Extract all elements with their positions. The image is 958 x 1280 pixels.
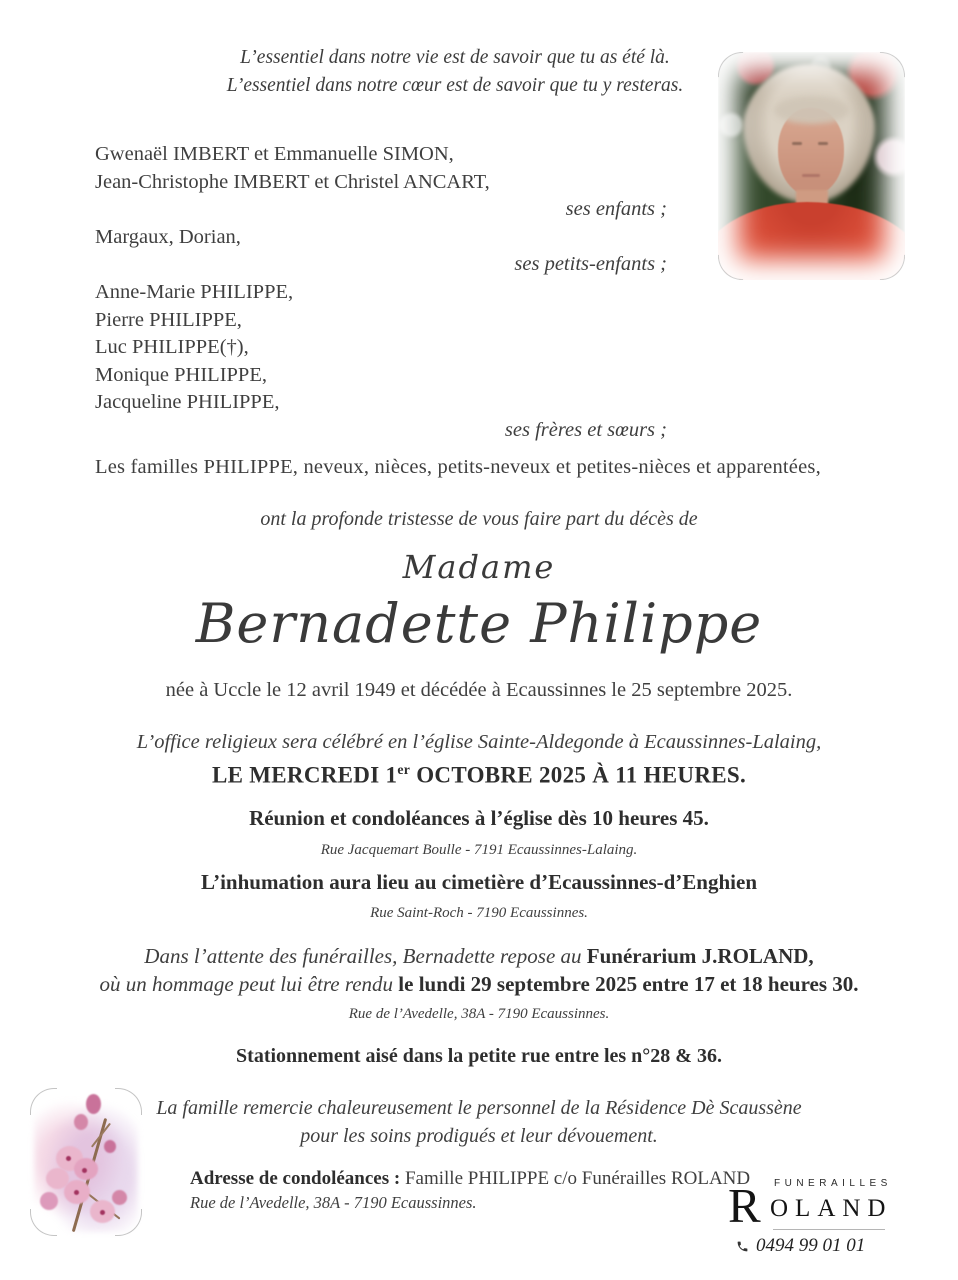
family-line: Jean-Christophe IMBERT et Christel ANCART, <box>95 170 490 193</box>
service-date-suffix: OCTOBRE 2025 À 11 HEURES. <box>410 762 747 788</box>
service-datetime <box>0 762 958 789</box>
funerarium-line-1-text: Dans l’attente des funérailles, Bernadette repose au <box>144 944 587 968</box>
blossom-flower <box>112 1190 127 1205</box>
funerarium-line-1 <box>0 944 958 969</box>
service-gathering: Réunion et condoléances à l’église dès 10 heures 45. <box>249 806 709 830</box>
condolence-street-line: Rue de l’Avedelle, 38A - 7190 Ecaussinnes. <box>190 1193 477 1212</box>
parking-line: Stationnement aisé dans la petite rue entre les n°28 & 36. <box>236 1045 722 1067</box>
relation-label: ses petits-enfants ; <box>514 253 667 276</box>
blossom-center <box>66 1156 71 1161</box>
portrait-photo-image <box>718 52 905 280</box>
condolence-address-line <box>190 1168 750 1190</box>
burial-address: Rue Saint-Roch - 7190 Ecaussinnes. <box>370 905 588 921</box>
photo-vignette <box>718 52 905 280</box>
phone-receiver-icon <box>736 1240 749 1253</box>
extended-families-line: Les familles PHILIPPE, neveux, nièces, petits-neveux et petites-nièces et apparentées, <box>95 456 821 478</box>
logo-roland: OLAND <box>770 1195 893 1222</box>
funerarium-line-2-text: où un hommage peut lui être rendu <box>99 972 399 996</box>
family-line: Anne-Marie PHILIPPE, <box>95 280 294 303</box>
funerarium-address: Rue de l’Avedelle, 38A - 7190 Ecaussinnes. <box>348 1006 610 1022</box>
thanks-line-2: pour les soins prodigués et leur dévouement. <box>300 1125 658 1147</box>
blossom-image <box>30 1088 142 1236</box>
title-madame: Madame <box>402 548 556 586</box>
birth-death-line: née à Uccle le 12 avril 1949 et décédée à Ecaussinnes le 25 septembre 2025. <box>165 679 793 701</box>
blossom-flower <box>40 1192 58 1210</box>
announcement-line: ont la profonde tristesse de vous faire part du décès de <box>260 508 698 530</box>
relation-label: ses frères et sœurs ; <box>504 418 667 441</box>
family-list <box>95 141 667 445</box>
blossom-center <box>82 1168 87 1173</box>
family-line: Margaux, Dorian, <box>95 225 241 248</box>
service-intro: L’office religieux sera célébré en l’église Sainte-Aldegonde à Ecaussinnes-Lalaing, <box>136 731 822 753</box>
funerarium-line-2 <box>0 972 958 997</box>
service-date-prefix: LE MERCREDI 1 <box>211 762 398 788</box>
condolence-label: Adresse de condoléances : <box>190 1168 401 1189</box>
blossom-center <box>100 1210 105 1215</box>
quote-line-2: L’essentiel dans notre cœur est de savoir que tu y resteras. <box>226 75 684 96</box>
thanks-line-1: La famille remercie chaleureusement le personnel de la Résidence Dè Scaussène <box>156 1097 802 1119</box>
funeral-home-logo <box>728 1178 913 1256</box>
church-address: Rue Jacquemart Boulle - 7191 Ecaussinnes-Lalaing. <box>320 842 638 858</box>
blossom-center <box>74 1190 79 1195</box>
deceased-name: Bernadette Philippe <box>195 592 763 655</box>
logo-underline <box>773 1229 885 1230</box>
burial-line: L’inhumation aura lieu au cimetière d’Ecaussinnes-d’Enghien <box>201 870 757 894</box>
logo-initial-r: R <box>728 1178 761 1233</box>
relation-label: ses enfants ; <box>565 198 667 221</box>
family-line: Gwenaël IMBERT et Emmanuelle SIMON, <box>95 143 454 165</box>
condolence-value: Famille PHILIPPE c/o Funérailles ROLAND <box>404 1168 751 1189</box>
service-date-ordinal: er <box>397 762 411 777</box>
blossom-flower <box>86 1094 101 1114</box>
logo-funerailles: FUNERAILLES <box>774 1178 892 1189</box>
family-line: Pierre PHILIPPE, <box>95 308 242 331</box>
funerarium-visit-time: le lundi 29 septembre 2025 entre 17 et 18 heures 30. <box>398 972 859 996</box>
funerarium-name: Funérarium J.ROLAND, <box>586 944 814 968</box>
blossom-flower <box>104 1140 116 1153</box>
logo-phone-number: 0494 99 01 01 <box>756 1235 866 1256</box>
portrait-photo <box>718 52 905 280</box>
family-line: Luc PHILIPPE(†), <box>95 336 249 359</box>
quote-line-1: L’essentiel dans notre vie est de savoir que tu as été là. <box>240 47 670 68</box>
logo-phone-row <box>736 1235 865 1257</box>
family-line: Monique PHILIPPE, <box>95 363 267 386</box>
condolence-address-block <box>190 1168 750 1213</box>
blossom-flower <box>74 1114 88 1130</box>
family-line: Jacqueline PHILIPPE, <box>95 391 280 414</box>
